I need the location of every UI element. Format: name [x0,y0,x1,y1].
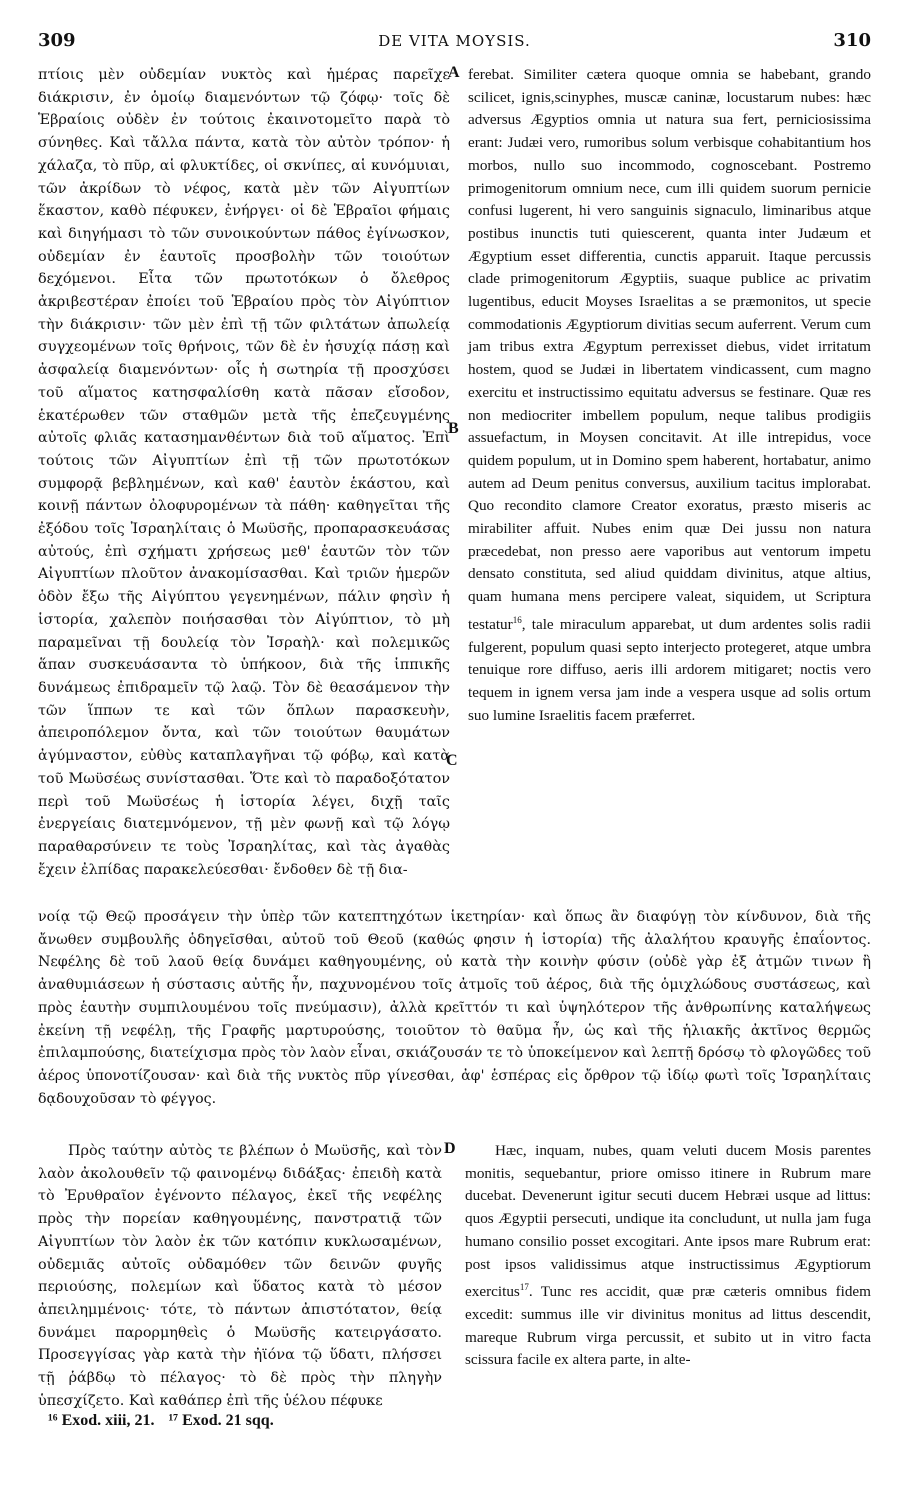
footnote-ref-16: 16 [512,614,522,625]
latin-column-lower [465,1140,871,1372]
latin-text-lower [465,1140,871,1372]
section-marker-d: D [444,1140,456,1157]
greek-column-lower [38,1140,442,1412]
footnotes [48,1412,284,1430]
running-title: DE VITA MOYSIS. [378,32,531,50]
footnote-17: ¹⁷ Exod. 21 sqq. [168,1412,274,1429]
latin-column-upper [468,64,871,727]
page-number-left: 309 [38,30,76,51]
page-number-right: 310 [833,30,871,51]
footnote-16: ¹⁶ Exod. xiii, 21. [48,1412,155,1429]
section-marker-b: B [448,420,459,437]
greek-text-full: νοίᾳ τῷ Θεῷ προσάγειν τὴν ὑπὲρ τῶν κατεπτηχότων ἱκετηρίαν· καὶ ὅπως ἂν διαφύγῃ τὸν κίνδυνον, διὰ τῆς ἄνωθεν συμβουλῆς ὁδηγεῖσθαι, αὐτοῦ τοῦ Θεοῦ (καθώς φησιν ἡ ἱστορία) τῆς ἀλαλήτου κραυγῆς ἐπαΐοντος. Νεφέλης δὲ τοῦ λαοῦ θείᾳ δυνάμει καθηγουμένης, οὐ κατὰ τὴν κοινὴν φύσιν (οὐδὲ γὰρ ἐξ ἀτμῶν τινων ἢ ἀναθυμιάσεων ἡ σύστασις αὐτῆς ἦν, παχυνομένου τοῖς ἀτμοῖς τοῦ ἀέρος, διὰ τῆς ὁμιχλώδους συστάσεως, καὶ πρὸς ἑαυτὴν συμπιλουμένου τοῖς πνεύμασιν), ἀλλὰ κρεῖττόν τι καὶ ὑψηλότερον τῆς ἀνθρωπίνης καταλήψεως ἐκείνη τῇ νεφέλῃ, τῆς Γραφῆς μαρτυρούσης, τοιοῦτον τὸ θαῦμα ἦν, ὡς καὶ τῆς ἡλιακῆς ἀκτῖνος θερμῶς ἐπιλαμπούσης, διατείχισμα πρὸς τὸν λαὸν εἶναι, σκιάζουσάν τε τὸ ὑποκείμενον καὶ λεπτῇ δρόσῳ τὸ φλογῶδες τοῦ ἀέρος ὑπονοτίζουσαν· καὶ διὰ τῆς νυκτὸς πῦρ γίνεσθαι, ἀφ' ἑσπέρας εἰς ὄρθρον τῷ ἰδίῳ φωτὶ τοῖς Ἰσραηλίταις δᾳδουχοῦσαν τὸ φέγγος. [38,909,871,1107]
latin-text-upper-b: , tale miraculum apparebat, ut dum ardentes solis radii fulgerent, populum quasi septo interjecto protegeret, atque umbra tenuique rore diffuso, aeris illi ardorem mitigaret; noctis vero tequem in ignem versa jam inde a vespera usque ad solis ortum suo lumine Israelitis facem præferret. [468,615,871,724]
page-header [38,30,871,56]
latin-text-lower-b: . Tunc res accidit, quæ præ cæteris omnibus fidem excedit: summus ille vir divinitus monitus ad littus descendit, mareque Rubrum virga percussit, et subito ut in vitro facta scissura facile ex altera parte, in alte- [465,1283,871,1369]
latin-text-lower-a: Hæc, inquam, nubes, quam veluti ducem Mosis parentes monitis, sequebantur, priore omisso itinere in Rubrum mare ducebat. Devenerunt igitur secuti ducem Hebræi usque ad littus: quos Ægyptii persecuti, undique ita concludunt, ut nulla jam fuga humano consilio posset excogitari. Ante ipsos mare Rubrum erat: post ipsos validissimus atque instructissimus Ægyptiorum exercitus [465,1142,871,1301]
latin-text-upper-a: ferebat. Similiter cætera quoque omnia se habebant, grando scilicet, ignis,scinyphes, muscæ caninæ, locustarum nubes: hæc adversus Ægyptios omnia ut natura sua fert, perniciosissima erant: Judæi vero, rumoribus solum verbisque cohabitantium hos morbos, nullo suo incommodo, cognoscebant. Postremo primogenitorum omnium nece, cum illi quidem suorum pernicie confusi lugerent, hi vero sanguinis signaculo, liminaribus atque postibus inunctis tuti quiescerent, quanta inter Judæum et Ægyptium esset differentia, cunctis apparuit. Itaque percussis clade primogenitorum Ægyptiis, suaque publice ac privatim lugentibus, educit Moyses Israelitas a se præmonitos, ut specie commodationis Ægyptiorum divitias secum auferrent. Verum cum jam tribus extra Ægyptum perrexisset diebus, videt irritatum hostem, quod se Judæi in libertatem vindicassent, cum magno exercitu et instructissimo equitatu adversus se festinare. Quæ res non mediocriter imbellem populum, neque talibus prodigiis assuefactum, in Moysen concitavit. At ille intrepidus, voce quidem populum, ut in Domino spem haberent, hortabatur, animo autem ad Deum penitus conversus, auxilium tacitus implorabat. Quo recondito clamore Creator exoratus, præsto miseris ac mirabiliter affuit. Nubes enim quæ Dei jussu non natura præcedebat, non presso aere vaporibus aut ventorum impetu densato constituta, sed aliud quiddam divinitus, atque altius, quam humana mens percipere valeat, siquidem, ut Scriptura testatur [468,66,871,633]
greek-column-upper [38,64,450,881]
latin-text-upper [468,64,871,727]
greek-text-lower: Πρὸς ταύτην αὐτὸς τε βλέπων ὁ Μωϋσῆς, καὶ τὸν λαὸν ἀκολουθεῖν τῷ φαινομένῳ διδάξας· ἐπειδὴ κατὰ τὸ Ἐρυθραῖον ἐγένοντο πέλαγος, ἐκεῖ τῆς νεφέλης πρὸς τὴν πορείαν καθηγουμένης, πανστρατιᾷ τῶν Αἰγυπτίων τὸν λαὸν ἐκ τῶν κατόπιν κυκλωσαμένων, οὐδεμιᾶς αὐτοῖς οὐδαμόθεν τῶν δεινῶν φυγῆς περιούσης, πολεμίων καὶ ὕδατος κατὰ τὸ μέσον ἀπειλημμένοις· τότε, τὸ πάντων ἀπιστότατον, θείᾳ δυνάμει παρορμηθεὶς ὁ Μωϋσῆς κατειργάσατο. Προσεγγίσας γὰρ κατὰ τὴν ἠϊόνα τῷ ὕδατι, πλήσσει τῇ ῥάβδῳ τὸ πέλαγος· τὸ δὲ πρὸς τὴν πληγὴν ὑπεσχίζετο. Καὶ καθάπερ ἐπὶ τῆς ὑέλου πέφυκε [38,1143,442,1409]
section-marker-a: A [448,64,460,81]
section-marker-c: C [446,752,458,769]
footnote-ref-17: 17 [519,1282,529,1293]
greek-text-upper: πτίοις μὲν οὐδεμίαν νυκτὸς καὶ ἡμέρας παρεῖχε διάκρισιν, ἐν ὁμοίῳ διαμενόντων τῷ ζόφῳ· τοῖς δὲ Ἑβραίοις οὐδὲν ἐν τούτοις ἐκαινοτομεῖτο παρὰ τὸ σύνηθες. Καὶ τἄλλα πάντα, κατὰ τὸν αὐτὸν τρόπον· ἡ χάλαζα, τὸ πῦρ, αἱ φλυκτίδες, οἱ σκνίπες, αἱ κυνόμυιαι, τῶν ἀκρίδων τὸ νέφος, κατὰ μὲν τῶν Αἰγυπτίων ἕκαστον, καθὸ πέφυκεν, ἐνήργει· οἱ δὲ Ἑβραῖοι φήμαις καὶ διηγήμασι τὸ τῶν συνοικούντων πάθος ἐγίνωσκον, οὐδεμίαν ἐν ἑαυτοῖς προσβολὴν τῶν τοιούτων δεχόμενοι. Εἶτα τῶν πρωτοτόκων ὁ ὄλεθρος ἀκριβεστέραν ἐποίει τοῦ Ἑβραίου πρὸς τὸν Αἰγύπτιον τὴν διάκρισιν· τῶν μὲν ἐπὶ τῇ τῶν φιλτάτων ἀπωλείᾳ συγχεομένων τοῖς θρήνοις, τῶν δὲ ἐν ἡσυχίᾳ πάσῃ καὶ ἀσφαλείᾳ διαμενόντων· οἷς ἡ σωτηρία τῇ προσχύσει τοῦ αἵματος κατησφαλίσθη κατὰ πᾶσαν εἴσοδον, ἑκατέρωθεν τῶν σταθμῶν μετὰ τῆς ἐπεζευγμένης αὐτοῖς φλιᾶς κατασημανθέντων διὰ τοῦ αἵματος. Ἐπὶ τούτοις τῶν Αἰγυπτίων ἐπὶ τῇ τῶν πρωτοτόκων συμφορᾷ βεβλημένων, καὶ καθ' ἑαυτὸν ἑκάστου, καὶ κοινῇ πάντων ὀλοφυρομένων τὰ πάθη· καθηγεῖται τῆς ἐξόδου τοῖς Ἰσραηλίταις ὁ Μωϋσῆς, προπαρασκευάσας αὐτούς, ἐπὶ σχήματι χρήσεως μεθ' ἑαυτῶν τὸν τῶν Αἰγυπτίων πλοῦτον ἀνακομίσασθαι. Καὶ τριῶν ἡμερῶν ὁδὸν ἔξω τῆς Αἰγύπτου γεγενημένων, πάλιν φησὶν ἡ ἱστορία, χαλεπὸν ποιήσασθαι τὸν Αἰγύπτιον, τὸ μὴ παραμεῖναι τῇ δουλείᾳ τὸν Ἰσραὴλ· καὶ πολεμικῶς ἅπαν συσκευάσαντα τὸ ὑπήκοον, διὰ τῆς ἱππικῆς δυνάμεως ἐπιδραμεῖν τῷ λαῷ. Τὸν δὲ θεασάμενον τὴν τῶν ἵππων τε καὶ τῶν ὅπλων παρασκευὴν, ἀπειροπόλεμον ὄντα, καὶ τῶν τοιούτων θαυμάτων ἀγύμναστον, εὐθὺς καταπλαγῆναι τῷ φόβῳ, καὶ κατὰ τοῦ Μωϋσέως συνίστασθαι. Ὅτε καὶ τὸ παραδοξότατον περὶ τοῦ Μωϋσέως ἡ ἱστορία λέγει, διχῇ ταῖς ἐνεργείαις διατεμνόμενον, τῇ μὲν φωνῇ καὶ τῷ λόγῳ παραθαρσύνειν τε τοὺς Ἰσραηλίτας, καὶ τὰς ἀγαθὰς ἔχειν ἐλπίδας παρακελεύεσθαι· ἔνδοθεν δὲ τῇ δια- [38,67,450,878]
greek-full-width-paragraph [38,906,871,1110]
